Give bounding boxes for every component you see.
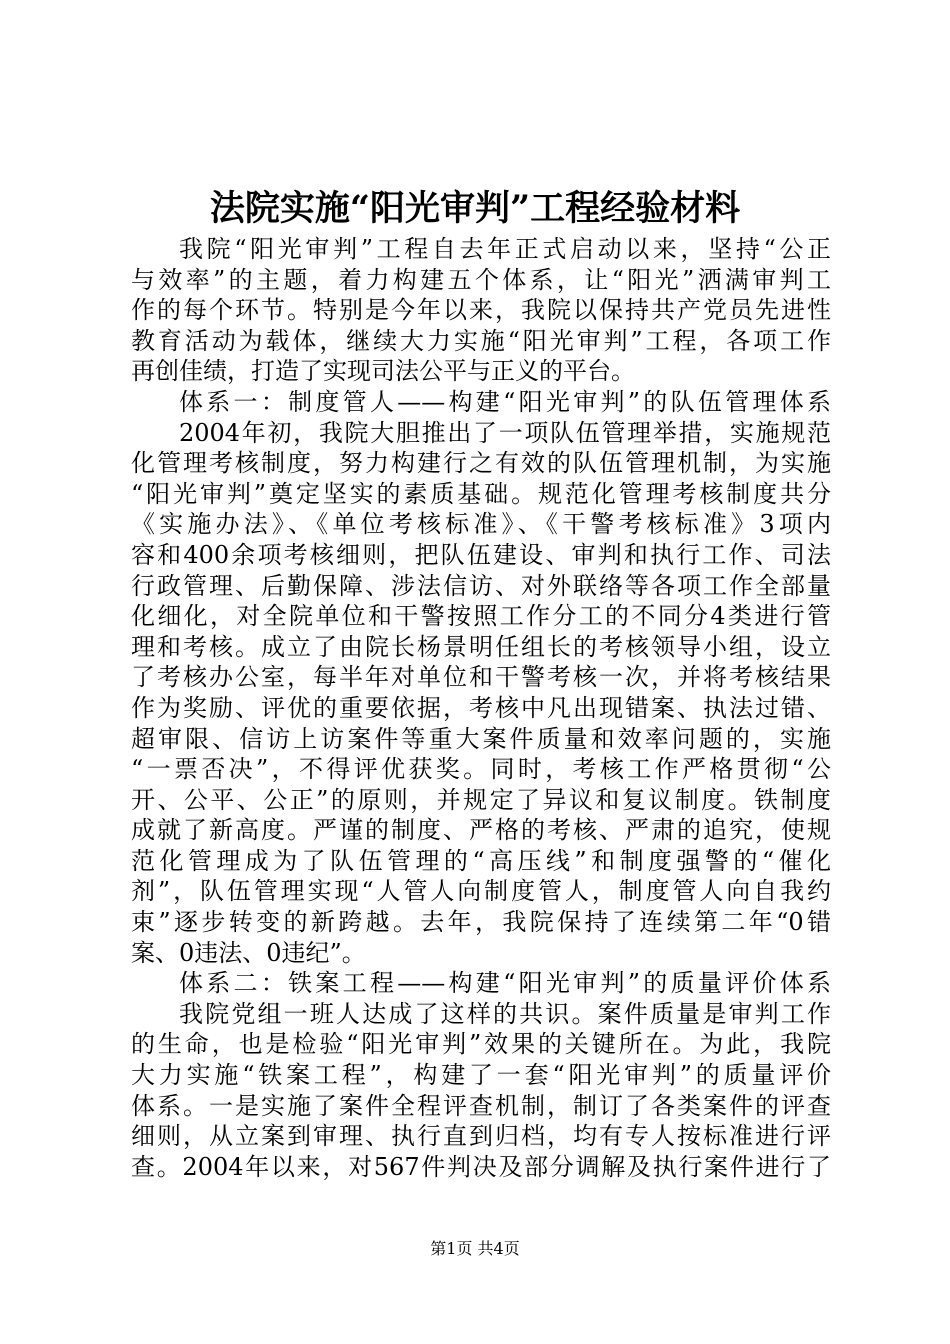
document-title: 法院实施“阳光审判”工程经验材料 — [209, 188, 741, 229]
body-line: 我院党组一班人达成了这样的共识。案件质量是审判工作 — [179, 999, 831, 1028]
body-line: 范化管理成为了队伍管理的“高压线”和制度强警的“催化 — [131, 846, 831, 875]
body-line: 我院“阳光审判”工程自去年正式启动以来，坚持“公正 — [179, 235, 831, 263]
body-line: 行政管理、后勤保障、涉法信访、对外联络等各项工作全部量 — [131, 571, 831, 600]
body-line: 束”逐步转变的新跨越。去年，我院保持了连续第二年“0错 — [131, 908, 831, 937]
section-heading: 体系二：铁案工程——构建“阳光审判”的质量评价体系 — [179, 969, 831, 998]
body-line: 与效率”的主题，着力构建五个体系，让“阳光”洒满审判工 — [131, 265, 831, 294]
body-line: 大力实施“铁案工程”，构建了一套“阳光审判”的质量评价 — [131, 1061, 831, 1090]
body-line: 教育活动为载体，继续大力实施“阳光审判”工程，各项工作 — [131, 326, 831, 355]
body-line: 《实施办法》、《单位考核标准》、《干警考核标准》3项内 — [131, 510, 831, 539]
body-line: 再创佳绩，打造了实现司法公平与正义的平台。 — [131, 357, 635, 386]
body-line: 2004年初，我院大胆推出了一项队伍管理举措，实施规范 — [179, 418, 831, 447]
body-line: 作为奖励、评优的重要依据，考核中凡出现错案、执法过错、 — [131, 693, 831, 722]
body-line: 案、0违法、0违纪”。 — [131, 938, 366, 967]
page-footer: 第1页 共4页 — [430, 1239, 520, 1258]
body-line: 化细化，对全院单位和干警按照工作分工的不同分4类进行管 — [131, 602, 831, 631]
document-body — [131, 234, 831, 1182]
body-line: 剂”，队伍管理实现“人管人向制度管人，制度管人向自我约 — [131, 877, 831, 906]
body-line: 了考核办公室，每半年对单位和干警考核一次，并将考核结果 — [131, 663, 831, 692]
body-line: 超审限、信访上访案件等重大案件质量和效率问题的，实施 — [131, 724, 831, 753]
section-heading: 体系一：制度管人——构建“阳光审判”的队伍管理体系 — [179, 387, 831, 416]
body-line: 理和考核。成立了由院长杨景明任组长的考核领导小组，设立 — [131, 632, 831, 661]
body-line: 容和400余项考核细则，把队伍建设、审判和执行工作、司法 — [131, 540, 831, 569]
body-line: 化管理考核制度，努力构建行之有效的队伍管理机制，为实施 — [131, 449, 831, 478]
body-line: “一票否决”，不得评优获奖。同时，考核工作严格贯彻“公 — [131, 755, 831, 784]
body-line: “阳光审判”奠定坚实的素质基础。规范化管理考核制度共分 — [131, 479, 831, 508]
body-line: 查。2004年以来，对567件判决及部分调解及执行案件进行了 — [131, 1152, 831, 1181]
body-line: 成就了新高度。严谨的制度、严格的考核、严肃的追究，使规 — [131, 816, 831, 845]
body-line: 开、公平、公正”的原则，并规定了异议和复议制度。铁制度 — [131, 785, 831, 814]
body-line: 的生命，也是检验“阳光审判”效果的关键所在。为此，我院 — [131, 1030, 831, 1059]
body-line: 作的每个环节。特别是今年以来，我院以保持共产党员先进性 — [131, 296, 831, 325]
body-line: 体系。一是实施了案件全程评查机制，制订了各类案件的评查 — [131, 1091, 831, 1120]
body-line: 细则，从立案到审理、执行直到归档，均有专人按标准进行评 — [131, 1122, 831, 1151]
